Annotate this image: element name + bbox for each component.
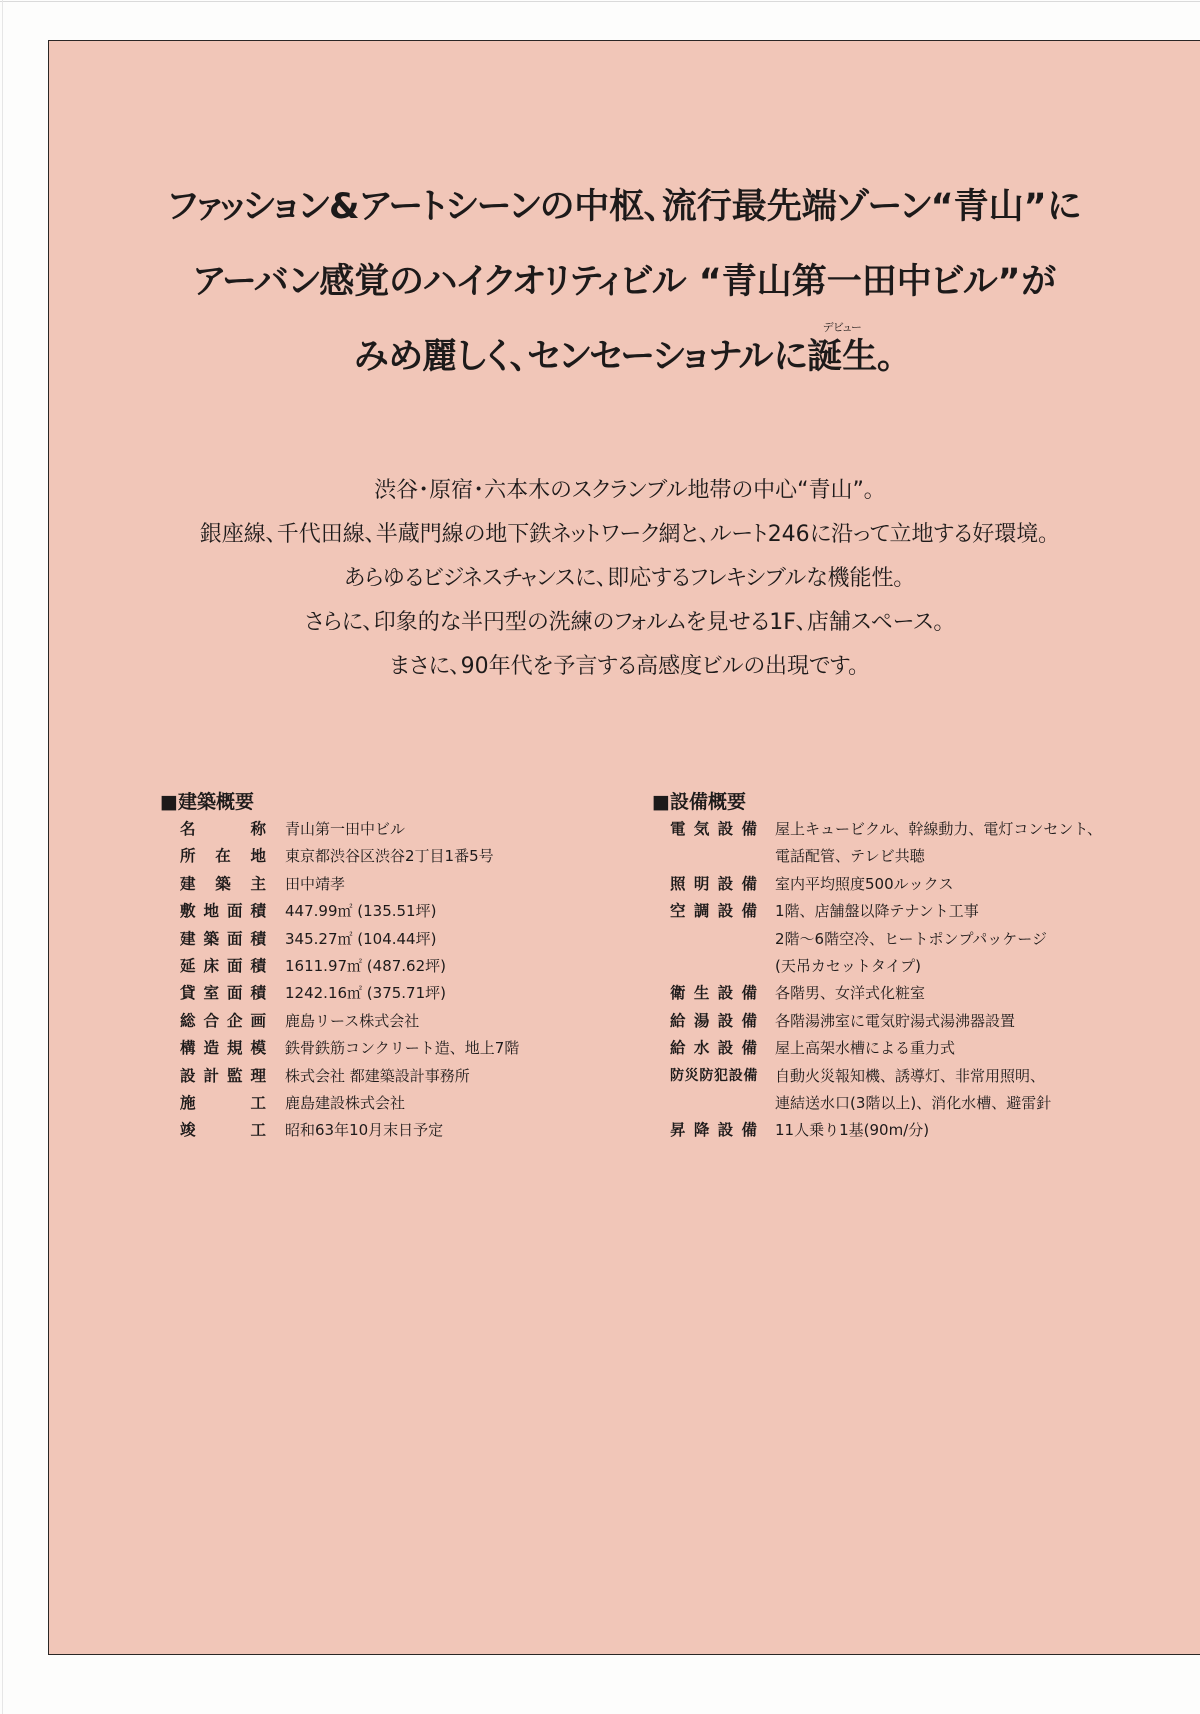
spec-label: 構造規模 <box>180 1039 266 1058</box>
scan-edge-top <box>0 1 1200 2</box>
spec-value: 鹿島リース株式会社 <box>285 1011 420 1030</box>
spec-row <box>160 843 630 870</box>
intro-line: 銀座線、千代田線、半蔵門線の地下鉄ネットワーク網と、ルート246に沿って立地する好環境。 <box>199 522 1050 547</box>
ruby-base: 誕生 <box>807 337 878 377</box>
spec-value: 1242.16㎡ (375.71坪) <box>285 984 446 1003</box>
spec-label: 衛生設備 <box>670 984 757 1003</box>
spec-label: 昇降設備 <box>670 1121 757 1140</box>
spec-row-continuation <box>652 843 1192 870</box>
headline <box>49 170 1200 395</box>
spec-row-continuation <box>652 926 1192 953</box>
spec-row <box>652 1008 1192 1035</box>
spec-value: 室内平均照度500ルックス <box>775 874 954 893</box>
intro-paragraph <box>49 469 1200 689</box>
spec-label: 施工 <box>180 1093 266 1112</box>
spec-row <box>160 898 630 925</box>
spec-value: 青山第一田中ビル <box>285 820 406 838</box>
spec-label: 延床面積 <box>180 956 266 975</box>
spec-label: 電気設備 <box>670 820 757 838</box>
spec-row <box>652 816 1192 843</box>
building-overview <box>160 788 630 1145</box>
ruby-annotation: デビュー <box>822 321 862 334</box>
spec-row <box>652 1035 1192 1062</box>
spec-value: 1階、店舗盤以降テナント工事 <box>775 902 979 921</box>
spec-label: 給水設備 <box>670 1039 757 1058</box>
spec-label: 設計監理 <box>180 1066 266 1085</box>
spec-value: 田中靖孝 <box>285 874 346 893</box>
spec-row <box>652 980 1192 1007</box>
spec-value: (天吊カセットタイプ) <box>775 956 921 975</box>
headline-line-3 <box>49 320 1200 395</box>
spec-label: 総合企画 <box>180 1011 266 1030</box>
spec-value: 各階湯沸室に電気貯湯式湯沸器設置 <box>775 1011 1016 1030</box>
headline-line-1: ファッション&アートシーンの中枢、流行最先端ゾーン“青山”に <box>168 187 1081 227</box>
ruby-word <box>807 321 878 379</box>
spec-label: 貸室面積 <box>180 984 266 1003</box>
spec-value: 株式会社 都建築設計事務所 <box>285 1066 470 1085</box>
spec-row <box>160 1035 630 1062</box>
spec-value: 345.27㎡ (104.44坪) <box>285 929 437 948</box>
spec-value: 屋上高架水槽による重力式 <box>775 1039 956 1058</box>
spec-value: 各階男、女洋式化粧室 <box>775 984 926 1003</box>
equipment-overview-title: ■設備概要 <box>652 791 746 813</box>
headline-line-3-text: みめ麗しく、センセーショナルに <box>354 337 808 377</box>
spec-row <box>160 926 630 953</box>
intro-line: 渋谷・原宿・六本木のスクランブル地帯の中心“青山”。 <box>374 478 875 503</box>
spec-value: 東京都渋谷区渋谷2丁目1番5号 <box>285 847 494 866</box>
spec-row <box>652 871 1192 898</box>
spec-row <box>160 953 630 980</box>
spec-value: 昭和63年10月末日予定 <box>285 1121 444 1140</box>
spec-value: 鹿島建設株式会社 <box>285 1093 406 1112</box>
spec-value: 1611.97㎡ (487.62坪) <box>285 956 446 975</box>
headline-line-3-end: 。 <box>877 337 895 377</box>
spec-value: 2階～6階空冷、ヒートポンプパッケージ <box>775 929 1047 948</box>
spec-value: 屋上キュービクル、幹線動力、電灯コンセント、 <box>775 820 1103 838</box>
spec-label: 給湯設備 <box>670 1011 757 1030</box>
spec-value: 自動火災報知機、誘導灯、非常用照明、 <box>775 1066 1046 1085</box>
spec-label: 名称 <box>180 820 266 838</box>
spec-label: 防災防犯設備 <box>670 1067 757 1084</box>
spec-label: 建築主 <box>180 874 266 893</box>
spec-row-continuation <box>652 953 1192 980</box>
intro-line: あらゆるビジネスチャンスに、即応するフレキシブルな機能性。 <box>344 566 905 591</box>
spec-row <box>652 1117 1192 1144</box>
spec-value: 電話配管、テレビ共聴 <box>775 847 925 866</box>
headline-line-2: アーバン感覚のハイクオリティビル “青山第一田中ビル”が <box>193 262 1056 302</box>
spec-label: 空調設備 <box>670 902 757 921</box>
spec-label: 建築面積 <box>180 929 266 948</box>
spec-row <box>160 1008 630 1035</box>
spec-value: 連結送水口(3階以上)、消化水槽、避雷針 <box>775 1093 1052 1112</box>
spec-row <box>160 1117 630 1144</box>
brochure-panel <box>48 40 1200 1655</box>
building-overview-title: ■建築概要 <box>160 791 254 813</box>
spec-row <box>652 1063 1192 1090</box>
spec-value: 鉄骨鉄筋コンクリート造、地上7階 <box>285 1039 520 1058</box>
intro-line: まさに、90年代を予言する高感度ビルの出現です。 <box>389 654 860 679</box>
spec-row-continuation <box>652 1090 1192 1117</box>
intro-line: さらに、印象的な半円型の洗練のフォルムを見せる1F、店舗スペース。 <box>304 610 945 635</box>
spec-row <box>160 1090 630 1117</box>
spec-row <box>652 898 1192 925</box>
spec-value: 447.99㎡ (135.51坪) <box>285 902 437 921</box>
equipment-overview <box>652 788 1192 1145</box>
spec-value: 11人乗り1基(90m/分) <box>775 1121 930 1140</box>
spec-label: 竣工 <box>180 1121 266 1140</box>
spec-row <box>160 1063 630 1090</box>
spec-label: 所在地 <box>180 847 266 866</box>
scan-edge-left <box>2 0 3 1714</box>
spec-row <box>160 980 630 1007</box>
spec-label: 照明設備 <box>670 874 757 893</box>
spec-row <box>160 871 630 898</box>
spec-row <box>160 816 630 843</box>
spec-label: 敷地面積 <box>180 902 266 921</box>
